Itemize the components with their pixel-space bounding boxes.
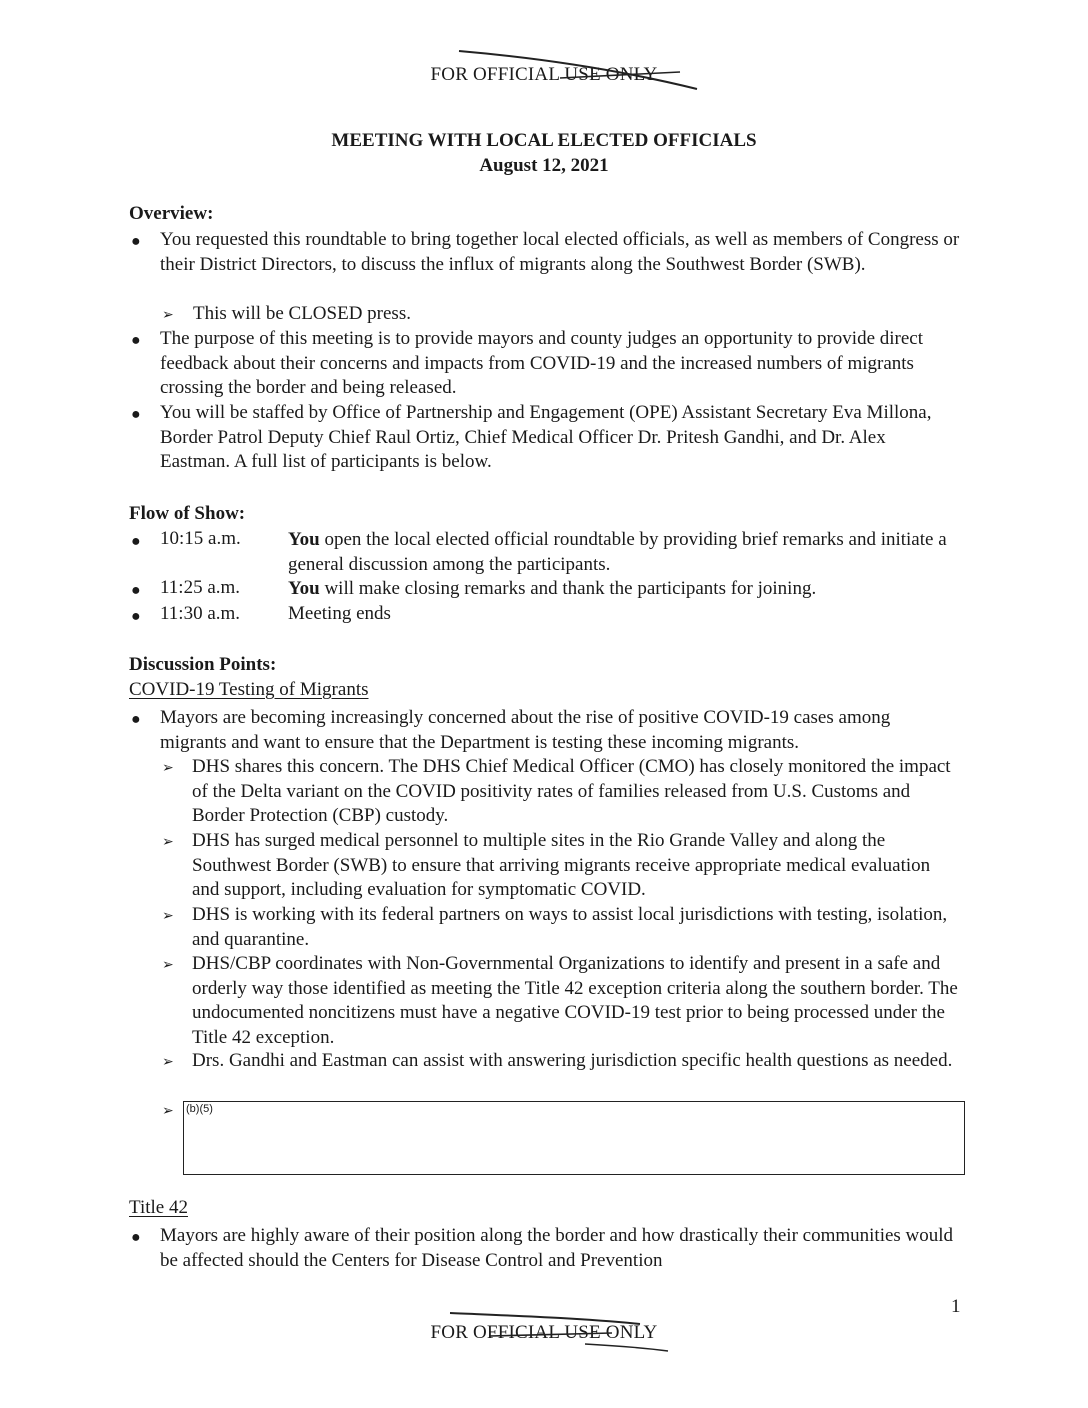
title42-bullet: Mayors are highly aware of their position along the border and how drastically their communities would be affected should the Centers for Disease Control and Prevention [160, 1225, 954, 1271]
classification-marking-bottom: FOR OFFICIAL USE ONLY [430, 1322, 658, 1343]
redaction-box [183, 1101, 965, 1175]
arrow-bullet-icon: ➢ [162, 1104, 174, 1119]
redaction-code: (b)(5) [186, 1103, 213, 1115]
overview-sub-1: This will be CLOSED press. [193, 303, 411, 324]
flow-desc-1: You open the local elected official roundtable by providing brief remarks and initiate a general discussion among the participants. [288, 529, 947, 575]
covid-sub-4: DHS/CBP coordinates with Non-Governmental Organizations to identify and present in a safe and orderly way those identified as meeting the Title 42 exception criteria along the southern border. The undocumented noncitizens must have a negative COVID-19 test prior to being processed under the Title 42 exception. [192, 953, 958, 1048]
bullet-icon: ● [131, 1229, 141, 1246]
arrow-bullet-icon: ➢ [162, 958, 174, 973]
document-date: August 12, 2021 [479, 155, 609, 176]
bullet-icon: ● [131, 533, 141, 550]
covid-sub-3: DHS is working with its federal partners on ways to assist local jurisdictions with testing, isolation, and quarantine. [192, 904, 948, 950]
overview-heading: Overview: [129, 203, 214, 224]
bullet-icon: ● [131, 582, 141, 599]
bullet-icon: ● [131, 233, 141, 250]
arrow-bullet-icon: ➢ [162, 308, 174, 323]
arrow-bullet-icon: ➢ [162, 1055, 174, 1070]
flow-heading: Flow of Show: [129, 503, 246, 524]
flow-time-2: 11:25 a.m. [160, 577, 241, 598]
classification-marking-top: FOR OFFICIAL USE ONLY [430, 64, 658, 85]
bullet-icon: ● [131, 608, 141, 625]
overview-bullet-2: The purpose of this meeting is to provide mayors and county judges an opportunity to provide direct feedback about their concerns and impacts from COVID-19 and the increased numbers of migrants crossing the border and being released. [160, 328, 924, 398]
flow-desc-3: Meeting ends [288, 603, 391, 624]
bullet-icon: ● [131, 711, 141, 728]
arrow-bullet-icon: ➢ [162, 835, 174, 850]
bullet-icon: ● [131, 332, 141, 349]
covid-sub-1: DHS shares this concern. The DHS Chief Medical Officer (CMO) has closely monitored the impact of the Delta variant on the COVID positivity rates of families released from U.S. Customs and Border Protection (CBP) custody. [192, 756, 951, 826]
title42-subheading: Title 42 [129, 1197, 188, 1218]
covid-bullet: Mayors are becoming increasingly concerned about the rise of positive COVID-19 cases among migrants and want to ensure that the Department is testing these incoming migrants. [160, 707, 891, 753]
overview-bullet-1: You requested this roundtable to bring together local elected officials, as well as members of Congress or their District Directors, to discuss the influx of migrants along the Southwest Border (SWB). [160, 229, 960, 275]
flow-time-1: 10:15 a.m. [160, 528, 241, 549]
discussion-heading: Discussion Points: [129, 654, 277, 675]
document-title: MEETING WITH LOCAL ELECTED OFFICIALS [331, 130, 757, 151]
overview-bullet-3: You will be staffed by Office of Partnership and Engagement (OPE) Assistant Secretary Eva Millona, Border Patrol Deputy Chief Raul Ortiz, Chief Medical Officer Dr. Pritesh Gandhi, and Dr. Alex Eastman. A full list of participants is below. [160, 402, 932, 472]
arrow-bullet-icon: ➢ [162, 761, 174, 776]
covid-sub-2: DHS has surged medical personnel to multiple sites in the Rio Grande Valley and along the Southwest Border (SWB) to ensure that arriving migrants receive appropriate medical evaluation and support, including evaluation for symptomatic COVID. [192, 830, 931, 900]
flow-time-3: 11:30 a.m. [160, 603, 241, 624]
arrow-bullet-icon: ➢ [162, 909, 174, 924]
strike-line-bottom-tail [585, 1344, 668, 1351]
covid-sub-5: Drs. Gandhi and Eastman can assist with answering jurisdiction specific health questions as needed. [192, 1050, 953, 1071]
covid-subheading: COVID-19 Testing of Migrants [129, 679, 369, 700]
bullet-icon: ● [131, 406, 141, 423]
page-number: 1 [951, 1296, 961, 1317]
flow-desc-2: You will make closing remarks and thank the participants for joining. [288, 578, 817, 599]
